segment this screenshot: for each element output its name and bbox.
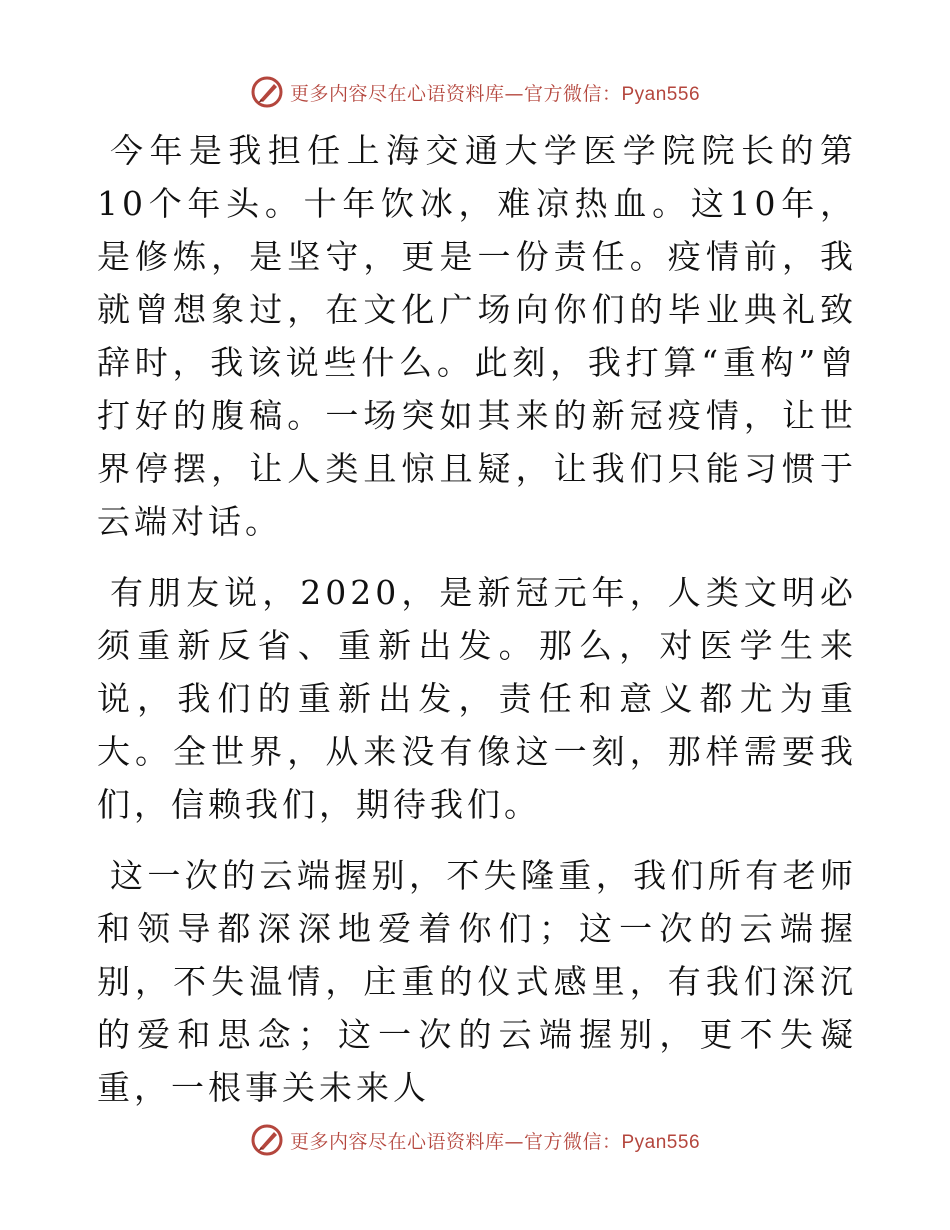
document-body [97,124,857,1114]
paragraph-3: 这一次的云端握别，不失隆重，我们所有老师和领导都深深地爱着你们；这一次的云端握别，不失温情，庄重的仪式感里，有我们深沉的爱和思念；这一次的云端握别，更不失凝重，一根事关未来人 [97,856,857,1107]
footer-wechat-id: Pyan556 [621,1131,701,1153]
header-wechat-id: Pyan556 [621,83,701,105]
paragraph-1: 今年是我担任上海交通大学医学院院长的第10个年头。十年饮冰，难凉热血。这10年，是修炼，是坚守，更是一份责任。疫情前，我就曾想象过，在文化广场向你们的毕业典礼致辞时，我该说些什么。此刻，我打算“重构”曾打好的腹稿。一场突如其来的新冠疫情，让世界停摆，让人类且惊且疑，让我们只能习惯于云端对话。 [97,131,857,541]
footer-banner [0,1120,950,1160]
quill-seal-icon [250,1123,284,1157]
quill-seal-icon [250,75,284,109]
header-banner [0,72,950,112]
footer-label: 更多内容尽在心语资料库—官方微信： [289,1130,622,1153]
header-text [290,79,700,106]
paragraph-2: 有朋友说，2020，是新冠元年，人类文明必须重新反省、重新出发。那么，对医学生来说，我们的重新出发，责任和意义都尤为重大。全世界，从来没有像这一刻，那样需要我们，信赖我们，期待我们。 [97,573,857,824]
footer-text [290,1127,700,1154]
header-label: 更多内容尽在心语资料库—官方微信： [289,82,622,105]
